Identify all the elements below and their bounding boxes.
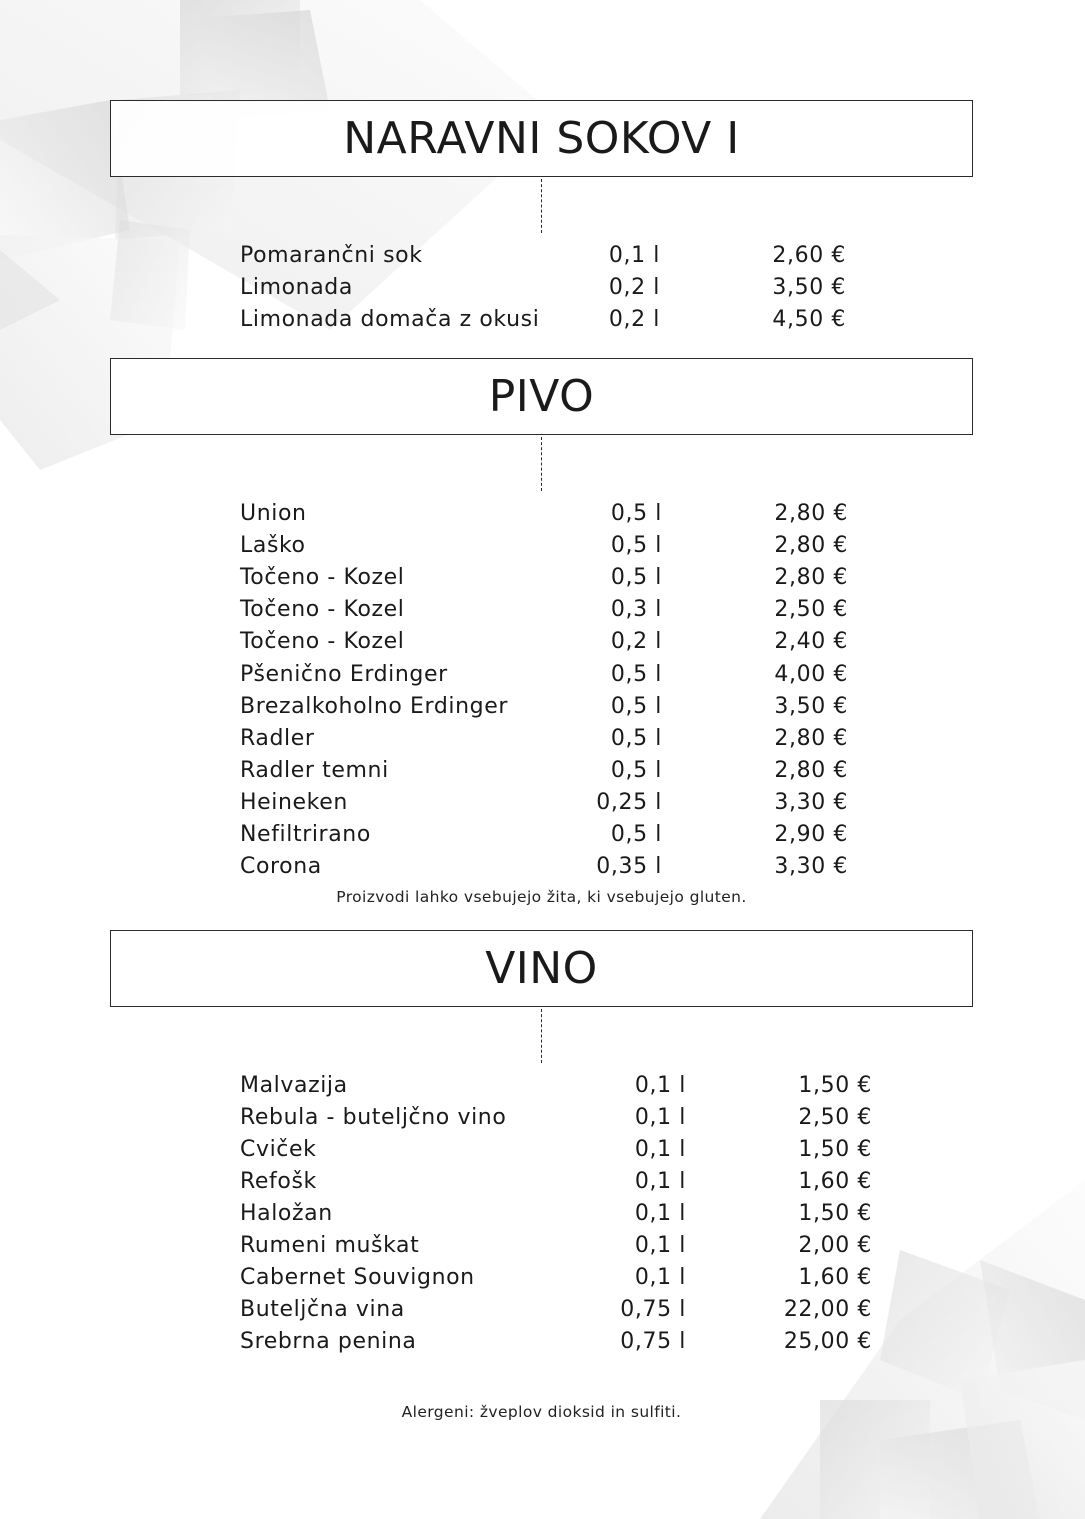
- item-price: 2,80 €: [774, 533, 848, 559]
- item-name: Cabernet Souvignon: [240, 1265, 475, 1290]
- section-title: PIVO: [488, 371, 595, 422]
- item-name: Refošk: [240, 1169, 317, 1194]
- item-volume: 0,2 l: [610, 629, 662, 655]
- item-name: Laško: [240, 533, 306, 559]
- menu-row: [0, 1166, 1085, 1198]
- item-price: 4,50 €: [772, 307, 846, 333]
- item-name: Buteljčna vina: [240, 1297, 405, 1322]
- item-name: Pšenično Erdinger: [240, 661, 448, 687]
- item-name: Točeno - Kozel: [240, 629, 405, 655]
- item-volume: 0,5 l: [610, 533, 662, 559]
- menu-row: [0, 1326, 1085, 1358]
- item-price: 3,50 €: [774, 693, 848, 719]
- item-volume: 0,5 l: [610, 693, 662, 719]
- item-volume: 0,1 l: [634, 1201, 686, 1226]
- menu-row: [0, 1230, 1085, 1262]
- menu-row: [0, 1070, 1085, 1102]
- item-name: Radler temni: [240, 757, 389, 783]
- item-price: 2,50 €: [798, 1105, 872, 1130]
- section-header-wine: [110, 930, 973, 1007]
- menu-row: [0, 562, 1085, 594]
- menu-row: [0, 755, 1085, 787]
- item-name: Pomarančni sok: [240, 243, 423, 268]
- section-title: VINO: [485, 943, 598, 994]
- item-name: Rumeni muškat: [240, 1233, 420, 1258]
- item-price: 3,30 €: [774, 854, 848, 880]
- item-name: Srebrna penina: [240, 1329, 417, 1354]
- item-price: 4,00 €: [774, 661, 848, 687]
- section-connector: [541, 179, 542, 233]
- menu-row: [0, 691, 1085, 723]
- menu-row: [0, 1102, 1085, 1134]
- item-volume: 0,1 l: [634, 1105, 686, 1130]
- allergen-note: Alergeni: žveplov dioksid in sulfiti.: [401, 1403, 682, 1421]
- item-volume: 0,3 l: [610, 597, 662, 623]
- menu-row: [0, 626, 1085, 658]
- item-price: 2,80 €: [774, 565, 848, 591]
- menu-row: [0, 787, 1085, 819]
- item-price: 1,60 €: [798, 1265, 872, 1290]
- item-name: Malvazija: [240, 1073, 348, 1098]
- menu-row: [0, 498, 1085, 530]
- item-price: 2,80 €: [774, 501, 848, 526]
- item-volume: 0,1 l: [608, 243, 660, 268]
- item-price: 25,00 €: [783, 1329, 872, 1354]
- item-name: Heineken: [240, 789, 348, 815]
- item-price: 1,50 €: [798, 1201, 872, 1226]
- item-price: 2,90 €: [774, 822, 848, 847]
- menu-row: [0, 1262, 1085, 1294]
- item-price: 1,50 €: [798, 1137, 872, 1162]
- section-header-juices: [110, 100, 973, 177]
- item-price: 22,00 €: [783, 1297, 872, 1322]
- item-name: Točeno - Kozel: [240, 597, 405, 623]
- section-title: NARAVNI SOKOV I: [343, 113, 740, 164]
- menu-row: [0, 1198, 1085, 1230]
- item-price: 2,60 €: [772, 243, 846, 268]
- item-volume: 0,35 l: [596, 854, 662, 880]
- gluten-note: Proizvodi lahko vsebujejo žita, ki vsebujejo gluten.: [336, 888, 747, 906]
- item-name: Haložan: [240, 1201, 333, 1226]
- item-volume: 0,25 l: [596, 789, 662, 815]
- menu-row: [0, 530, 1085, 562]
- item-volume: 0,1 l: [634, 1265, 686, 1290]
- item-name: Rebula - buteljčno vino: [240, 1105, 507, 1130]
- section-header-beer: [110, 358, 973, 435]
- item-volume: 0,1 l: [634, 1233, 686, 1258]
- menu-row: [0, 1294, 1085, 1326]
- item-volume: 0,5 l: [610, 501, 662, 526]
- item-volume: 0,1 l: [634, 1137, 686, 1162]
- item-volume: 0,2 l: [608, 275, 660, 301]
- menu-row: [0, 851, 1085, 883]
- menu-row: [0, 659, 1085, 691]
- menu-row: [0, 594, 1085, 626]
- menu-row: [0, 1134, 1085, 1166]
- item-volume: 0,5 l: [610, 661, 662, 687]
- menu-row: [0, 304, 1085, 336]
- section-connector: [541, 437, 542, 491]
- menu-row: [0, 819, 1085, 851]
- item-volume: 0,1 l: [634, 1073, 686, 1098]
- item-name: Cviček: [240, 1137, 317, 1162]
- item-price: 1,50 €: [798, 1073, 872, 1098]
- item-name: Brezalkoholno Erdinger: [240, 693, 508, 719]
- item-name: Union: [240, 501, 307, 526]
- item-volume: 0,5 l: [610, 822, 662, 847]
- item-volume: 0,1 l: [634, 1169, 686, 1194]
- item-volume: 0,5 l: [610, 565, 662, 591]
- item-price: 2,50 €: [774, 597, 848, 623]
- item-name: Corona: [240, 854, 322, 880]
- item-name: Limonada: [240, 275, 353, 301]
- item-name: Limonada domača z okusi: [240, 307, 540, 333]
- item-price: 3,50 €: [772, 275, 846, 301]
- item-price: 2,40 €: [774, 629, 848, 655]
- menu-row: [0, 272, 1085, 304]
- item-volume: 0,5 l: [610, 725, 662, 751]
- item-volume: 0,2 l: [608, 307, 660, 333]
- item-volume: 0,5 l: [610, 757, 662, 783]
- menu-row: [0, 240, 1085, 272]
- item-price: 3,30 €: [774, 789, 848, 815]
- item-volume: 0,75 l: [620, 1297, 686, 1322]
- item-volume: 0,75 l: [620, 1329, 686, 1354]
- menu-row: [0, 723, 1085, 755]
- item-price: 2,80 €: [774, 725, 848, 751]
- item-price: 2,80 €: [774, 757, 848, 783]
- item-price: 1,60 €: [798, 1169, 872, 1194]
- item-name: Nefiltrirano: [240, 822, 371, 847]
- item-name: Radler: [240, 725, 315, 751]
- item-price: 2,00 €: [798, 1233, 872, 1258]
- section-connector: [541, 1009, 542, 1063]
- item-name: Točeno - Kozel: [240, 565, 405, 591]
